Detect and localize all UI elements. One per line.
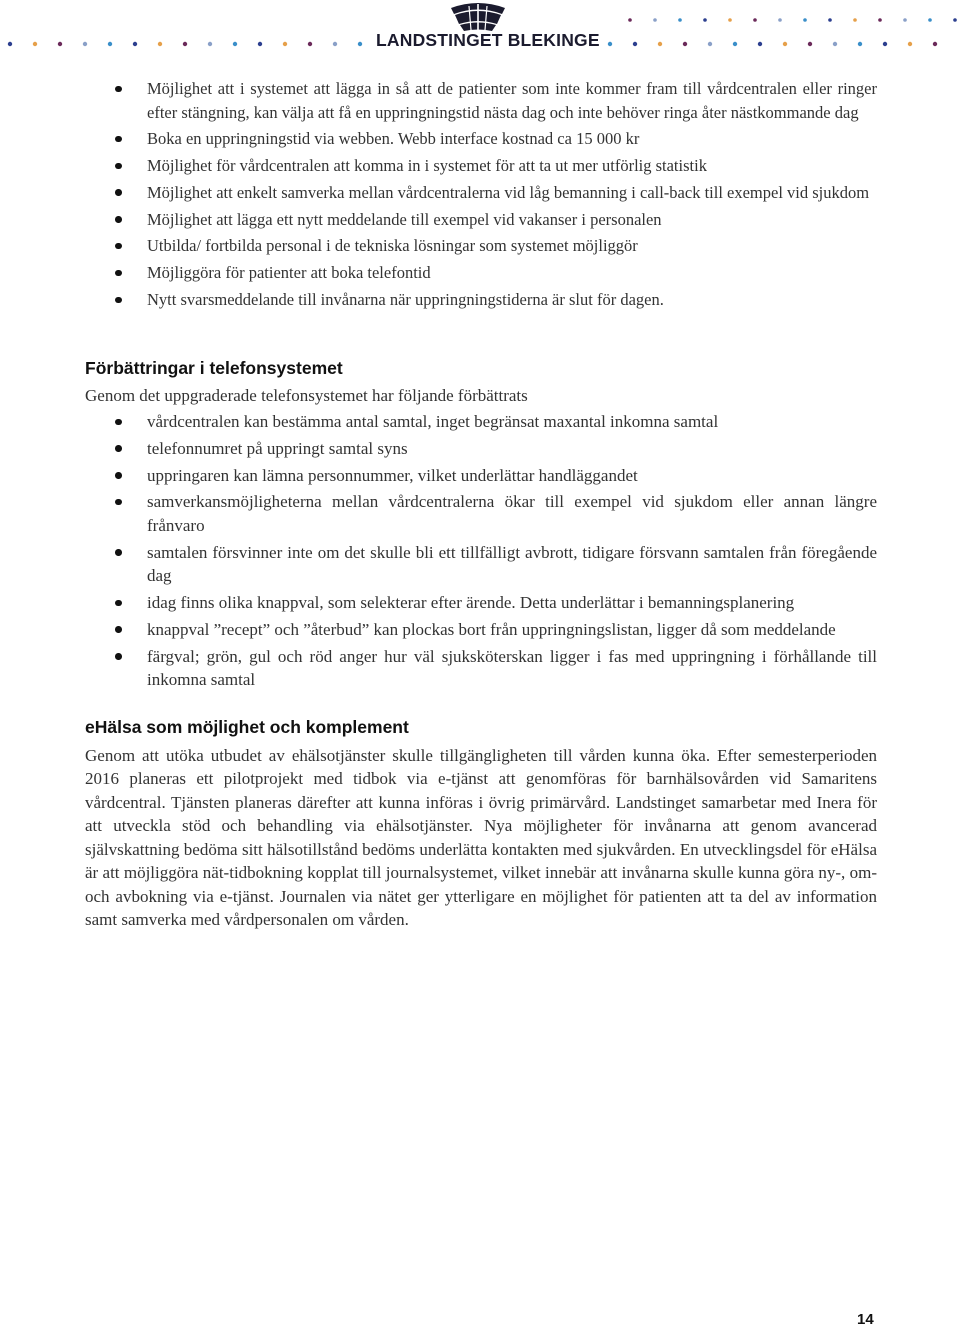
decorative-dot: [853, 18, 857, 22]
decorative-dot: [703, 18, 707, 22]
decorative-dot: [658, 42, 662, 46]
decorative-dot: [803, 18, 807, 22]
list-item: Nytt svarsmeddelande till invånarna när uppringningstiderna är slut för dagen.: [85, 288, 877, 312]
list-item: färgval; grön, gul och röd anger hur väl sjuksköterskan ligger i fas med uppringning i förhållande till inkomna samtal: [85, 645, 877, 692]
decorative-dot: [683, 42, 687, 46]
decorative-dot: [653, 18, 657, 22]
decorative-dot: [283, 42, 287, 46]
decorative-dot: [233, 42, 237, 46]
decorative-dot: [633, 42, 637, 46]
decorative-dot: [678, 18, 682, 22]
decorative-dot: [908, 42, 912, 46]
list-item: idag finns olika knappval, som selekterar efter ärende. Detta underlättar i bemanningsplanering: [85, 591, 877, 615]
list-item: telefonnumret på uppringt samtal syns: [85, 437, 877, 461]
decorative-dot: [608, 42, 612, 46]
decorative-dot: [83, 42, 87, 46]
decorative-dot: [308, 42, 312, 46]
list-item: Möjlighet att i systemet att lägga in så att de patienter som inte kommer fram till vårdcentralen eller ringer efter stängning, kan välja att få en uppringningstid nästa dag och inte behöver ringa åter nästkommande dag: [85, 77, 877, 124]
feature-list: [85, 77, 877, 312]
list-item: Möjlighet att enkelt samverka mellan vårdcentralerna vid låg bemanning i call-back till exempel vid sjukdom: [85, 181, 877, 205]
decorative-dot: [8, 42, 12, 46]
org-name: LANDSTINGET BLEKINGE: [376, 30, 600, 50]
decorative-dot: [733, 42, 737, 46]
improvement-list: [85, 410, 877, 692]
decorative-dot: [158, 42, 162, 46]
list-item: knappval ”recept” och ”återbud” kan plockas bort från uppringningslistan, ligger då som meddelande: [85, 618, 877, 642]
decorative-dot: [753, 18, 757, 22]
decorative-dot: [933, 42, 937, 46]
list-item: vårdcentralen kan bestämma antal samtal, inget begränsat maxantal inkomna samtal: [85, 410, 877, 434]
decorative-dot: [183, 42, 187, 46]
decorative-dot: [628, 18, 632, 22]
decorative-dot: [258, 42, 262, 46]
list-item: samtalen försvinner inte om det skulle bli ett tillfälligt avbrott, tidigare försvann samtalen från föregående dag: [85, 541, 877, 588]
section-intro: Genom det uppgraderade telefonsystemet har följande förbättrats: [85, 385, 528, 405]
list-item: uppringaren kan lämna personnummer, vilket underlättar handläggandet: [85, 464, 877, 488]
decorative-dot: [108, 42, 112, 46]
decorative-dot: [758, 42, 762, 46]
decorative-dot: [333, 42, 337, 46]
list-item: Möjliggöra för patienter att boka telefontid: [85, 261, 877, 285]
list-item: Möjlighet att lägga ett nytt meddelande till exempel vid vakanser i personalen: [85, 208, 877, 232]
decorative-dot: [33, 42, 37, 46]
decorative-dot: [808, 42, 812, 46]
list-item: Möjlighet för vårdcentralen att komma in i systemet för att ta ut mer utförlig statistik: [85, 154, 877, 178]
decorative-dot: [828, 18, 832, 22]
decorative-dot: [58, 42, 62, 46]
decorative-dot: [133, 42, 137, 46]
decorative-dot: [358, 42, 362, 46]
decorative-dot: [883, 42, 887, 46]
decorative-dot: [903, 18, 907, 22]
section-heading-telefonsystemet: Förbättringar i telefonsystemet: [85, 357, 343, 378]
decorative-dot: [833, 42, 837, 46]
section-heading-ehalsa: eHälsa som möjlighet och komplement: [85, 716, 409, 737]
landstinget-blekinge-logo-icon: [449, 2, 507, 32]
document-body: [85, 77, 877, 932]
decorative-dot: [858, 42, 862, 46]
decorative-dot: [878, 18, 882, 22]
list-item: Boka en uppringningstid via webben. Webb interface kostnad ca 15 000 kr: [85, 127, 877, 151]
page-header: [0, 0, 960, 60]
decorative-dot: [728, 18, 732, 22]
decorative-dot: [953, 18, 957, 22]
ehalsa-paragraph: Genom att utöka utbudet av ehälsotjänster skulle tillgängligheten till vården kunna öka. Efter semesterperioden 2016 planeras ett pilotprojekt med tidbok via e-tjänst att genomföras för barnhälsovården vid Samaritens vårdcentral. Tjänsten planeras därefter att kunna införas i övrig primärvård. Landstinget samarbetar med Inera för att utveckla stöd och behandling via ehälsotjänster. Nya möjligheter för invånarna att genom avancerad självskattning bedöma sitt hälsotillstånd bedöms underlätta kontakten med sjukvården. En utvecklingsdel för eHälsa är att möjliggöra nät-tidbokning kopplat till journalsystemet, vilket innebär att invånarna skulle kunna göra ny-, om- och avbokning via e-tjänst. Journalen via nätet ger ytterligare en möjlighet för patienten att ta del av information samt samverka med vårdpersonalen om vården.: [85, 745, 877, 930]
list-item: samverkansmöjligheterna mellan vårdcentralerna ökar till exempel vid sjukdom eller annan längre frånvaro: [85, 490, 877, 537]
page-number: 14: [857, 1311, 874, 1328]
decorative-dot: [928, 18, 932, 22]
decorative-dot: [783, 42, 787, 46]
list-item: Utbilda/ fortbilda personal i de tekniska lösningar som systemet möjliggör: [85, 234, 877, 258]
decorative-dot: [778, 18, 782, 22]
decorative-dot: [708, 42, 712, 46]
decorative-dot: [208, 42, 212, 46]
